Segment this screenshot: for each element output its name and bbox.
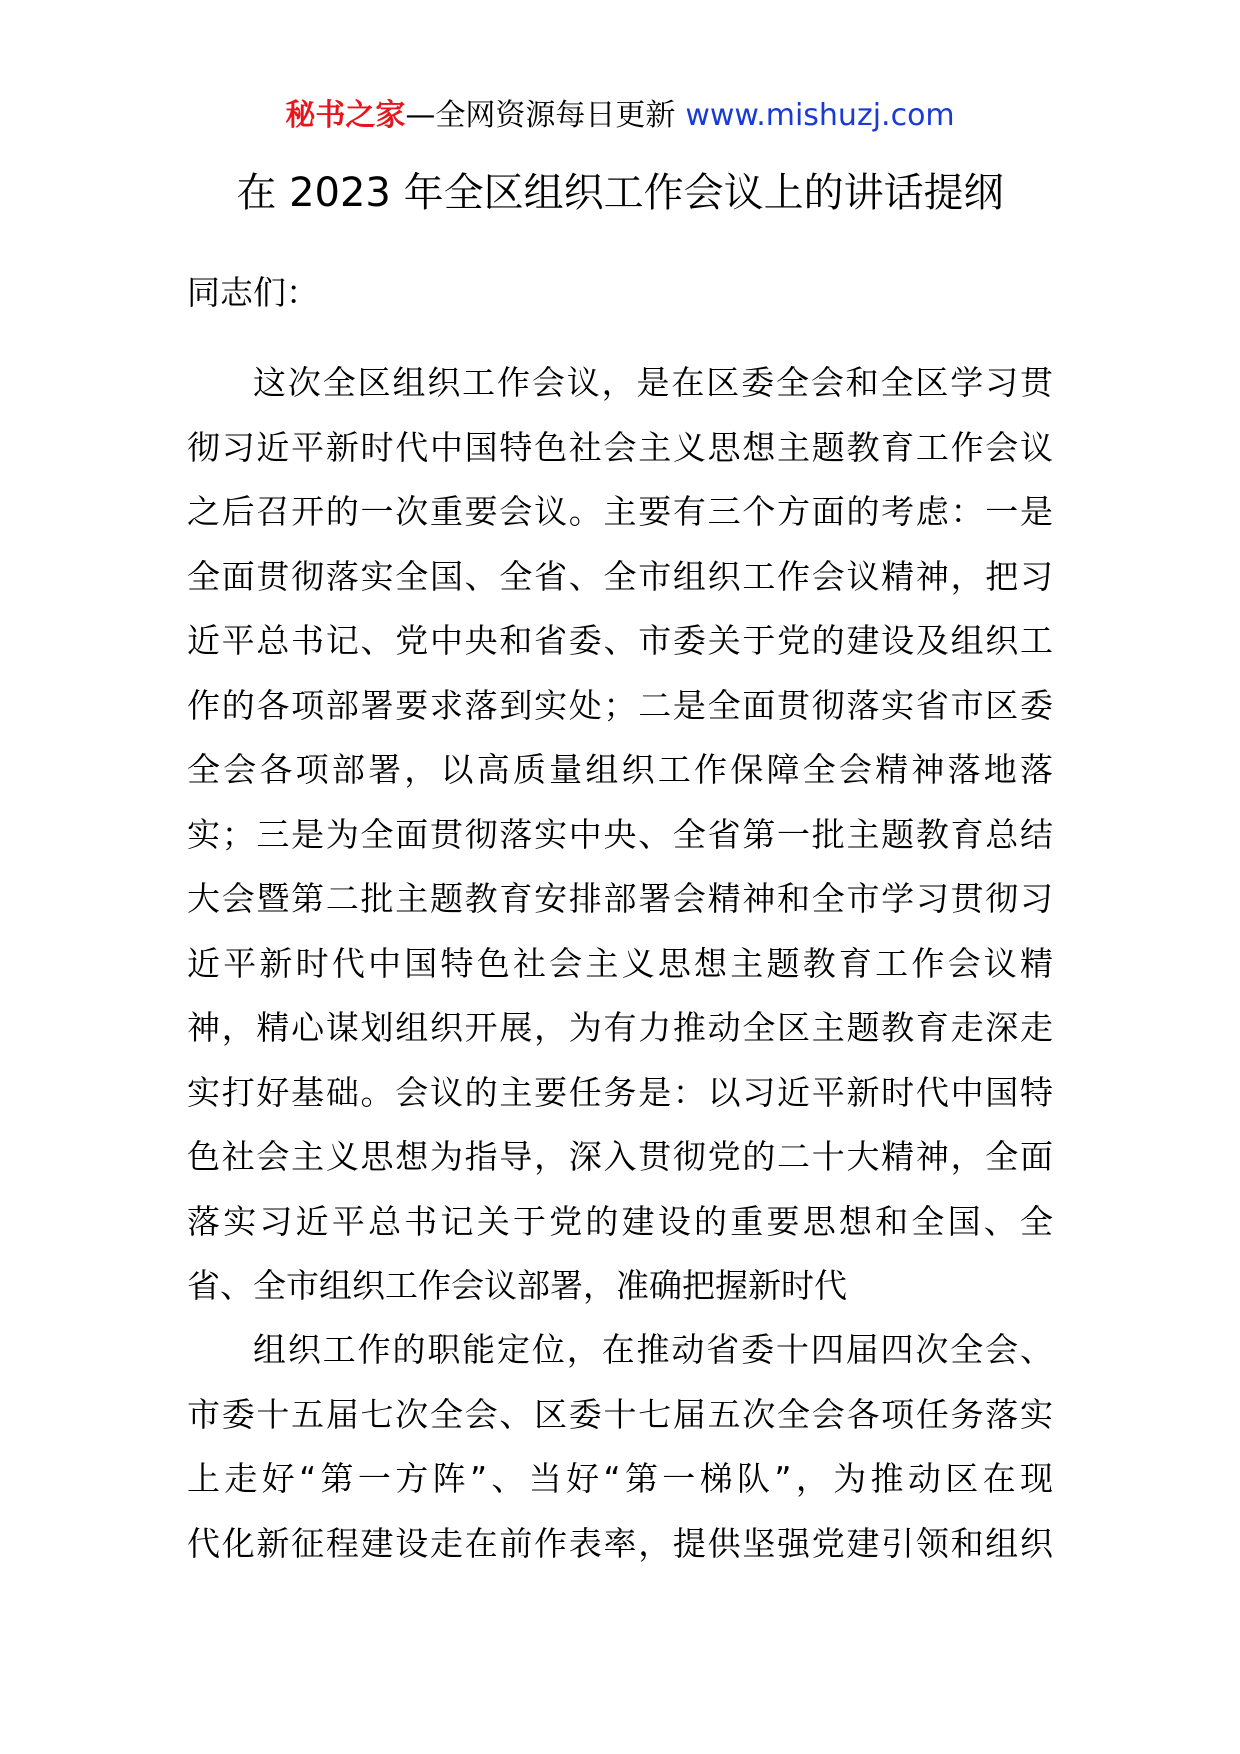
paragraph-1 [187,351,1053,1319]
paragraph-line: 组织工作的职能定位，在推动省委十四届四次全会、 [253,1330,1053,1369]
paragraph-line: 这次全区组织工作会议，是在区委全会和全区学习贯 [253,363,1053,402]
paragraph-line: 市委十五届七次全会、区委十七届五次全会各项任务落实 [187,1394,1053,1434]
paragraph-line: 色社会主义思想为指导，深入贯彻党的二十大精神，全面 [187,1137,1053,1176]
paragraph-line: 上走好“第一方阵”、当好“第一梯队”，为推动区在现 [187,1459,1053,1498]
paragraph-line: 大会暨第二批主题教育安排部署会精神和全市学习贯彻习 [187,879,1053,918]
site-header [0,96,1240,136]
salutation [187,261,1053,326]
paragraph-line: 实打好基础。会议的主要任务是：以习近平新时代中国特 [187,1072,1053,1112]
paragraph-line: 全会各项部署，以高质量组织工作保障全会精神落地落 [187,750,1053,789]
paragraph-line: 近平新时代中国特色社会主义思想主题教育工作会议精 [187,943,1053,983]
salutation-text: 同志们： [187,273,319,312]
paragraph-line: 神，精心谋划组织开展，为有力推动全区主题教育走深走 [187,1008,1053,1047]
paragraph-2 [187,1318,1053,1576]
paragraph-line: 作的各项部署要求落到实处；二是全面贯彻落实省市区委 [187,685,1053,725]
brand-name: 秘书之家 [285,98,406,133]
paragraph-line: 代化新征程建设走在前作表率，提供坚强党建引领和组织 [187,1523,1053,1563]
header-tagline: —全网资源每日更新 [405,98,676,133]
paragraph-line: 落实习近平总书记关于党的建设的重要思想和全国、全 [187,1201,1053,1241]
paragraph-line: 彻习近平新时代中国特色社会主义思想主题教育工作会议 [187,427,1053,467]
paragraph-line: 之后召开的一次重要会议。主要有三个方面的考虑：一是 [187,492,1053,531]
paragraph-line: 实；三是为全面贯彻落实中央、全省第一批主题教育总结 [187,814,1053,854]
paragraph-line: 省、全市组织工作会议部署，准确把握新时代 [187,1266,847,1305]
site-url-link[interactable]: www.mishuzj.com [685,98,955,133]
paragraph-line: 近平总书记、党中央和省委、市委关于党的建设及组织工 [187,621,1053,660]
paragraph-line: 全面贯彻落实全国、全省、全市组织工作会议精神，把习 [187,556,1053,596]
document-title: 在 2023 年全区组织工作会议上的讲话提纲 [236,170,1004,216]
